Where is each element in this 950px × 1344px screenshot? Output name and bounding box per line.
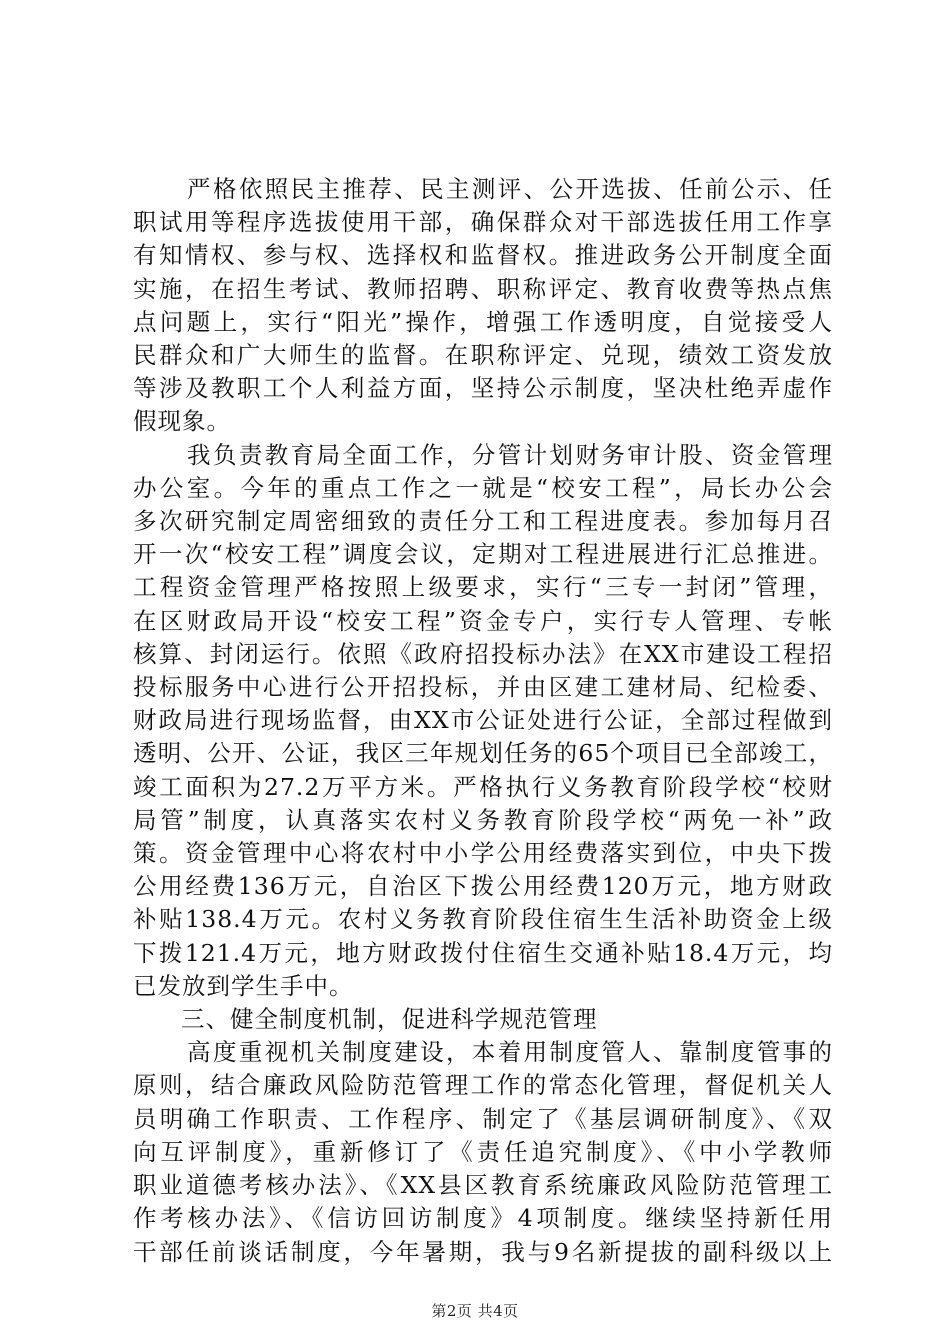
paragraph-3-line: 向互评制度》，重新修订了《责任追究制度》、《中小学教师	[133, 1137, 833, 1166]
document-body	[133, 173, 833, 1269]
paragraph-1-line: 职试用等程序选拔使用干部，确保群众对干部选拔任用工作享	[133, 208, 833, 237]
paragraph-1-line: 严格依照民主推荐、民主测评、公开选拔、任前公示、任	[187, 175, 833, 203]
paragraph-2-line: 工程资金管理严格按照上级要求，实行“三专一封闭”管理，	[133, 573, 833, 602]
paragraph-1-line: 等涉及教职工个人利益方面，坚持公示制度，坚决杜绝弄虚作	[133, 374, 833, 403]
paragraph-2-line: 局管”制度，认真落实农村义务教育阶段学校“两免一补”政	[133, 805, 833, 834]
paragraph-1-line: 有知情权、参与权、选择权和监督权。推进政务公开制度全面	[133, 241, 833, 270]
paragraph-2-line: 透明、公开、公证，我区三年规划任务的65个项目已全部竣工，	[133, 739, 833, 768]
paragraph-2-line: 公用经费136万元，自治区下拨公用经费120万元，地方财政	[133, 872, 833, 901]
paragraph-2-line: 补贴138.4万元。农村义务教育阶段住宿生生活补助资金上级	[133, 905, 833, 934]
section-heading-3: 三、健全制度机制，促进科学规范管理	[181, 1005, 598, 1034]
paragraph-2-line: 投标服务中心进行公开招投标，并由区建工建材局、纪检委、	[133, 673, 833, 702]
paragraph-3-line: 员明确工作职责、工作程序、制定了《基层调研制度》、《双	[133, 1104, 833, 1133]
paragraph-2-line: 办公室。今年的重点工作之一就是“校安工程”，局长办公会	[133, 473, 833, 502]
paragraph-2-line: 核算、封闭运行。依照《政府招投标办法》在XX市建设工程招	[133, 639, 833, 668]
paragraph-2-line: 开一次“校安工程”调度会议，定期对工程进展进行汇总推进。	[133, 540, 833, 569]
paragraph-2-line: 多次研究制定周密细致的责任分工和工程进度表。参加每月召	[133, 507, 833, 536]
paragraph-1-line: 点问题上，实行“阳光”操作，增强工作透明度，自觉接受人	[133, 307, 833, 336]
paragraph-2-line: 竣工面积为27.2万平方米。严格执行义务教育阶段学校“校财	[133, 772, 833, 801]
paragraph-2-line: 我负责教育局全面工作，分管计划财务审计股、资金管理	[187, 440, 833, 469]
paragraph-3-line: 职业道德考核办法》、《XX县区教育系统廉政风险防范管理工	[133, 1171, 833, 1200]
paragraph-2-line: 已发放到学生手中。	[133, 971, 354, 1000]
paragraph-2-line: 在区财政局开设“校安工程”资金专户，实行专人管理、专帐	[133, 606, 833, 635]
paragraph-2	[133, 439, 833, 1003]
paragraph-2-line: 财政局进行现场监督，由XX市公证处进行公证，全部过程做到	[133, 706, 833, 735]
paragraph-3-line: 高度重视机关制度建设，本着用制度管人、靠制度管事的	[187, 1038, 833, 1067]
paragraph-3-line: 原则，结合廉政风险防范管理工作的常态化管理，督促机关人	[133, 1071, 833, 1100]
paragraph-1-line: 民群众和广大师生的监督。在职称评定、兑现，绩效工资发放	[133, 341, 833, 370]
paragraph-3-line: 作考核办法》、《信访回访制度》4项制度。继续坚持新任用	[133, 1204, 833, 1233]
page-footer: 第2页 共4页	[431, 1302, 519, 1320]
paragraph-2-line: 下拨121.4万元，地方财政拨付住宿生交通补贴18.4万元，均	[133, 938, 833, 967]
paragraph-1-line: 假现象。	[133, 407, 231, 436]
paragraph-3	[133, 1036, 833, 1268]
paragraph-2-line: 策。资金管理中心将农村中小学公用经费落实到位，中央下拨	[133, 839, 833, 868]
paragraph-1-line: 实施，在招生考试、教师招聘、职称评定、教育收费等热点焦	[133, 274, 833, 303]
paragraph-1	[133, 173, 833, 439]
paragraph-3-line: 干部任前谈话制度，今年暑期，我与9名新提拔的副科级以上	[133, 1237, 833, 1266]
